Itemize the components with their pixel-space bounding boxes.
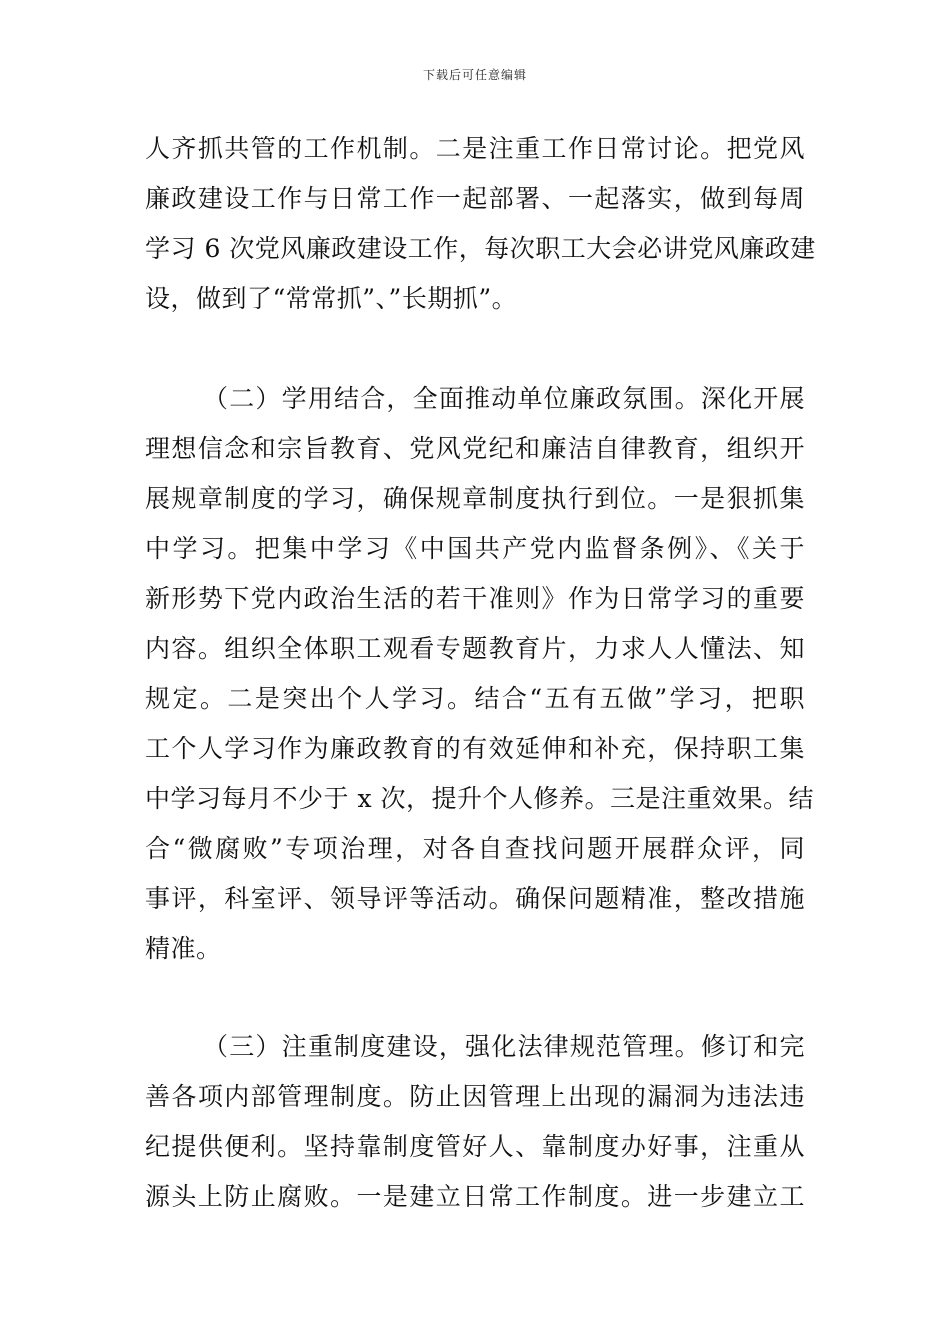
- text-line: 纪提供便利。坚持靠制度管好人、靠制度办好事，注重从: [145, 1132, 805, 1161]
- text-line: 合“微腐败”专项治理，对各自查找问题开展群众评，同: [145, 834, 805, 863]
- text-line: 学习 6 次党风廉政建设工作，每次职工大会必讲党风廉政建: [145, 234, 816, 263]
- text-line: 善各项内部管理制度。防止因管理上出现的漏洞为违法违: [145, 1082, 805, 1111]
- paragraph-spacer: [145, 974, 805, 1022]
- paragraph-spacer: [145, 324, 805, 374]
- text-line: 源头上防止腐败。一是建立日常工作制度。进一步建立工: [145, 1182, 805, 1211]
- text-line: 中学习。把集中学习《中国共产党内监督条例》、《关于: [145, 534, 805, 563]
- text-line: （二）学用结合，全面推动单位廉政氛围。深化开展: [203, 384, 805, 413]
- text-line: 事评，科室评、领导评等活动。确保问题精准，整改措施: [145, 884, 805, 913]
- text-line: 内容。组织全体职工观看专题教育片，力求人人懂法、知: [145, 634, 805, 663]
- text-line: 中学习每月不少于 x 次，提升个人修养。三是注重效果。结: [145, 784, 814, 813]
- document-body: [145, 124, 816, 1222]
- text-line: 理想信念和宗旨教育、党风党纪和廉洁自律教育，组织开: [145, 434, 805, 463]
- text-line: 规定。二是突出个人学习。结合“五有五做”学习，把职: [145, 684, 805, 713]
- paragraph-3: [145, 1022, 805, 1222]
- text-line: （三）注重制度建设，强化法律规范管理。修订和完: [203, 1032, 805, 1061]
- text-line: 廉政建设工作与日常工作一起部署、一起落实，做到每周: [145, 184, 805, 213]
- text-line: 展规章制度的学习，确保规章制度执行到位。一是狠抓集: [145, 484, 805, 513]
- text-line: 人齐抓共管的工作机制。二是注重工作日常讨论。把党风: [145, 134, 805, 163]
- text-line: 设，做到了“常常抓”、”长期抓”。: [145, 284, 518, 313]
- paragraph-1: [145, 124, 816, 324]
- text-line: 新形势下党内政治生活的若干准则》作为日常学习的重要: [145, 584, 805, 613]
- text-line: 工个人学习作为廉政教育的有效延伸和补充，保持职工集: [145, 734, 805, 763]
- text-line: 精准。: [145, 934, 222, 963]
- paragraph-2: [145, 374, 814, 974]
- page-header: 下载后可任意编辑: [422, 68, 527, 82]
